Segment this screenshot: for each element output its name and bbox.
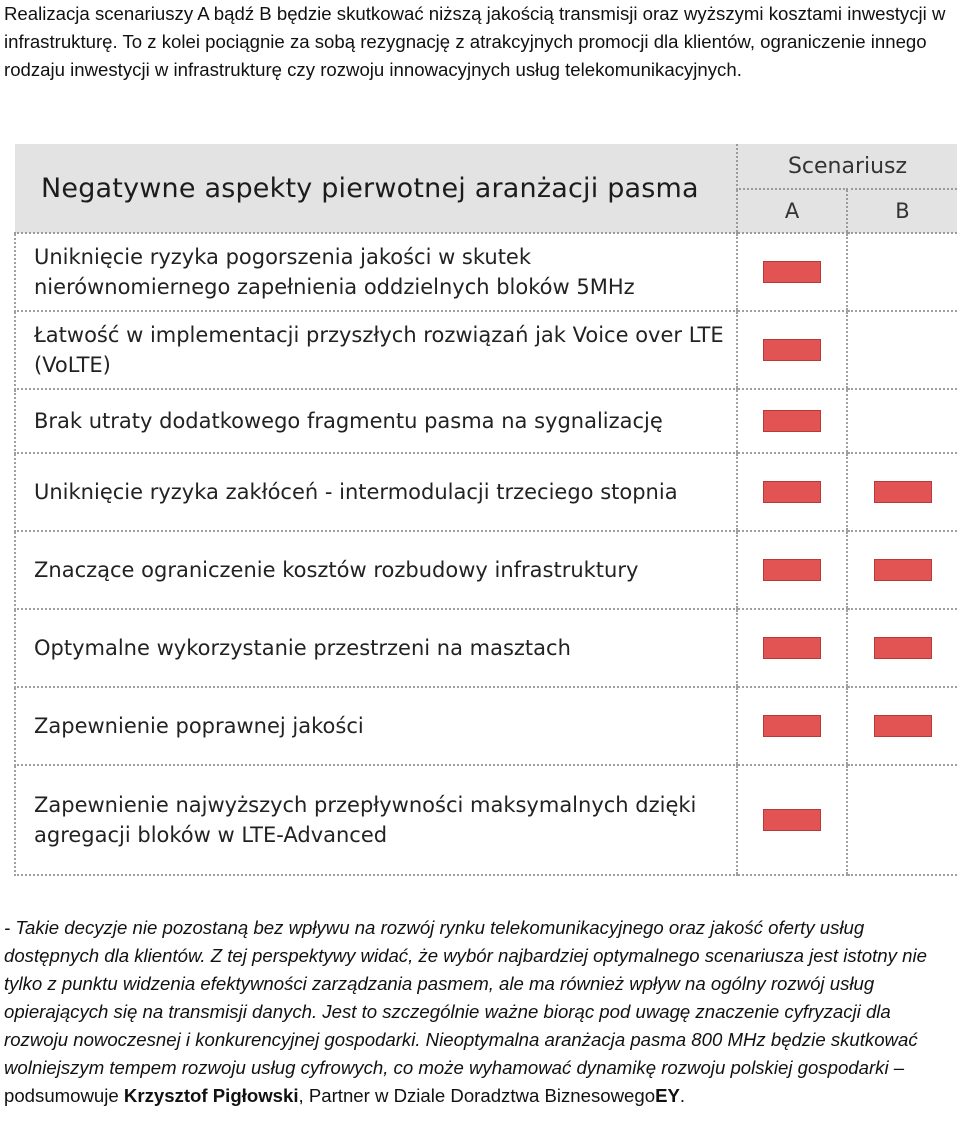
scenario-a-cell [737,453,847,531]
scenario-a-cell [737,233,847,311]
red-marker-icon [874,481,932,503]
scenario-b-cell [847,609,957,687]
scenario-b-cell [847,311,957,389]
red-marker-icon [874,559,932,581]
scenario-a-cell [737,609,847,687]
row-label: Optymalne wykorzystanie przestrzeni na masztach [15,609,737,687]
red-marker-icon [763,481,821,503]
company-name: EY [655,1085,680,1106]
scenario-header: Scenariusz [737,144,957,189]
red-marker-icon [763,559,821,581]
table-row [15,687,957,765]
closing-paragraph [4,914,956,1110]
row-label: Znaczące ograniczenie kosztów rozbudowy infrastruktury [15,531,737,609]
table-row [15,531,957,609]
red-marker-icon [763,637,821,659]
red-marker-icon [763,261,821,283]
table-title: Negatywne aspekty pierwotnej aranżacji pasma [15,144,737,233]
scenario-b-cell [847,233,957,311]
table-row [15,765,957,875]
red-marker-icon [874,715,932,737]
scenario-a-cell [737,389,847,453]
red-marker-icon [763,715,821,737]
negative-aspects-table-figure [12,140,958,886]
intro-paragraph: Realizacja scenariuszy A bądź B będzie skutkować niższą jakością transmisji oraz wyższymi kosztami inwestycji w infrastrukturę. To z kolei pociągnie za sobą rezygnację z atrakcyjnych promocji dla klientów, ograniczenie innego rodzaju inwestycji w infrastrukturę czy rozwoju innowacyjnych usług telekomunikacyjnych. [4,3,946,80]
row-label: Brak utraty dodatkowego fragmentu pasma na sygnalizację [15,389,737,453]
row-label: Uniknięcie ryzyka pogorszenia jakości w skutek nierównomiernego zapełnienia oddzielnych bloków 5MHz [15,233,737,311]
table-row [15,389,957,453]
column-a-header: A [737,189,847,233]
scenario-a-cell [737,765,847,875]
closing-italic-text: - Takie decyzje nie pozostaną bez wpływu na rozwój rynku telekomunikacyjnego oraz jakość oferty usług dostępnych dla klientów. Z tej perspektywy widać, że wybór najbardziej optymalnego scenariusza jest istotny nie tylko z punktu widzenia efektywności zarządzania pasmem, ale ma również wpływ na ogólny rozwój usług opierających się na transmisji danych. Jest to szczególnie ważne biorąc pod uwagę znaczenie cyfryzacji dla rozwoju nowoczesnej i konkurencyjnej gospodarki. Nieoptymalna aranżacja pasma 800 MHz będzie skutkować wolniejszym tempem rozwoju usług cyfrowych, co może wyhamować dynamikę rozwoju polskiej gospodarki [4,917,927,1078]
person-role: , Partner w Dziale Doradztwa Biznesowego [298,1085,656,1106]
table-row [15,609,957,687]
red-marker-icon [874,637,932,659]
scenario-b-cell [847,389,957,453]
scenario-b-cell [847,453,957,531]
table-row [15,311,957,389]
negative-aspects-table [14,144,957,876]
red-marker-icon [763,410,821,432]
scenario-b-cell [847,687,957,765]
person-name: Krzysztof Pigłowski [123,1085,299,1106]
row-label: Uniknięcie ryzyka zakłóceń - intermodulacji trzeciego stopnia [15,453,737,531]
table-body [15,233,957,875]
scenario-b-cell [847,765,957,875]
table-row [15,453,957,531]
scenario-a-cell [737,531,847,609]
scenario-a-cell [737,311,847,389]
row-label: Zapewnienie najwyższych przepływności maksymalnych dzięki agregacji bloków w LTE-Advanced [15,765,737,875]
row-label: Zapewnienie poprawnej jakości [15,687,737,765]
column-b-header: B [847,189,957,233]
scenario-a-cell [737,687,847,765]
scenario-b-cell [847,531,957,609]
closing-end: . [679,1085,686,1106]
closing-dash-text: – podsumowuje [4,1057,905,1106]
red-marker-icon [763,809,821,831]
red-marker-icon [763,339,821,361]
row-label: Łatwość w implementacji przyszłych rozwiązań jak Voice over LTE (VoLTE) [15,311,737,389]
table-row [15,233,957,311]
